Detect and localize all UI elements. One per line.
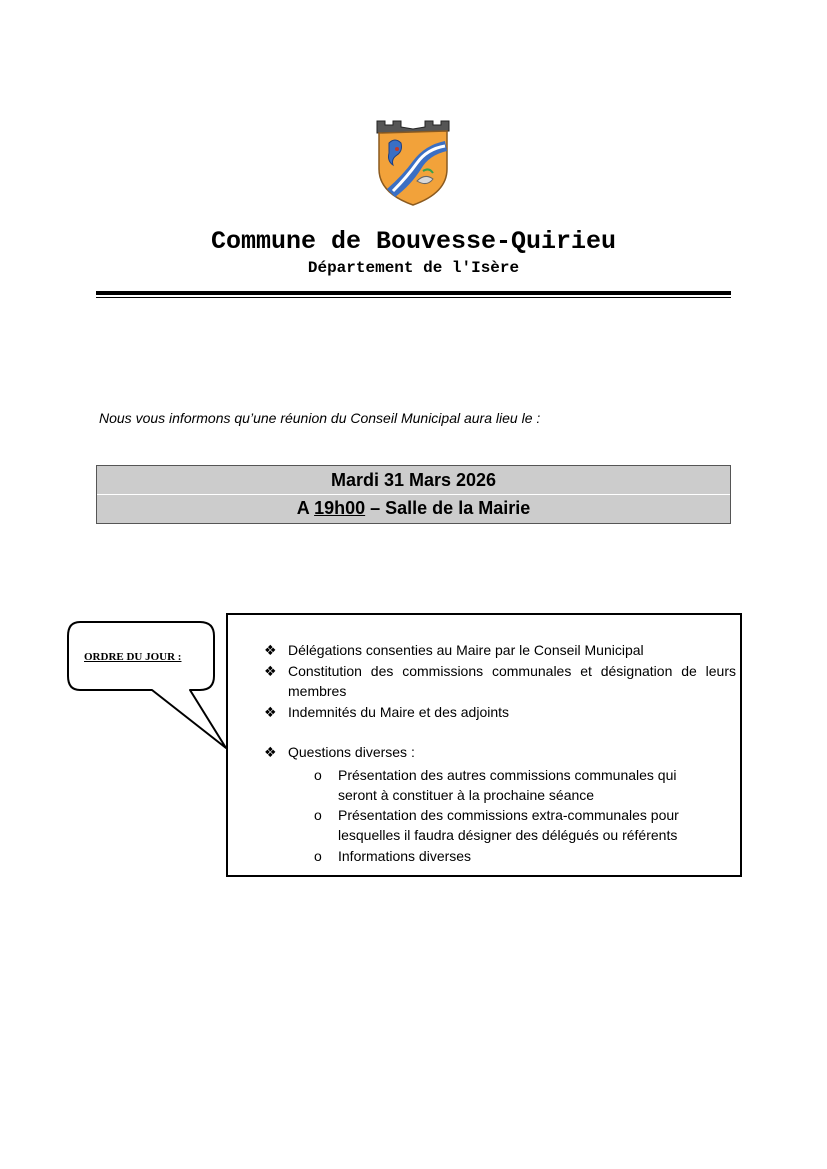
- agenda-item-text: Constitution des commissions communales et désignation de leurs membres: [288, 663, 736, 699]
- date-box-divider: [97, 494, 730, 495]
- agenda-sub-item-text: Présentation des commissions extra-communales pour lesquelles il faudra désigner des délégués ou référents: [338, 807, 679, 843]
- document-subtitle: Département de l'Isère: [307, 259, 520, 277]
- agenda-box: [226, 613, 742, 877]
- bullet-icon: ❖: [264, 663, 277, 679]
- bullet-icon: ❖: [264, 744, 277, 760]
- time-prefix: A: [296, 498, 315, 518]
- sub-bullet-icon: o: [314, 767, 322, 783]
- agenda-sub-item-text: Présentation des autres commissions communales qui seront à constituer à la prochaine séance: [338, 767, 677, 803]
- sub-bullet-icon: o: [314, 848, 322, 864]
- intro-text: Nous vous informons qu’une réunion du Conseil Municipal aura lieu le :: [99, 410, 541, 426]
- bullet-icon: ❖: [264, 642, 277, 658]
- meeting-place: – Salle de la Mairie: [365, 498, 531, 518]
- coat-of-arms-image: [373, 119, 453, 207]
- bullet-icon: ❖: [264, 704, 277, 720]
- meeting-time: 19h00: [314, 498, 366, 518]
- agenda-item-text: Délégations consenties au Maire par le Conseil Municipal: [288, 642, 644, 658]
- agenda-item-text: Indemnités du Maire et des adjoints: [288, 704, 510, 720]
- document-title: Commune de Bouvesse-Quirieu: [210, 227, 617, 256]
- meeting-time-place: [97, 498, 730, 519]
- meeting-date-box: [96, 465, 731, 524]
- agenda-speech-bubble: [66, 620, 236, 750]
- agenda-sub-item-text: Informations diverses: [338, 848, 472, 864]
- agenda-item-text: Questions diverses :: [288, 744, 415, 760]
- meeting-date: Mardi 31 Mars 2026: [330, 470, 497, 490]
- header-rule-thick: [96, 291, 731, 295]
- sub-bullet-icon: o: [314, 807, 322, 823]
- agenda-label: ORDRE DU JOUR :: [84, 651, 182, 663]
- header-rule-thin: [96, 297, 731, 298]
